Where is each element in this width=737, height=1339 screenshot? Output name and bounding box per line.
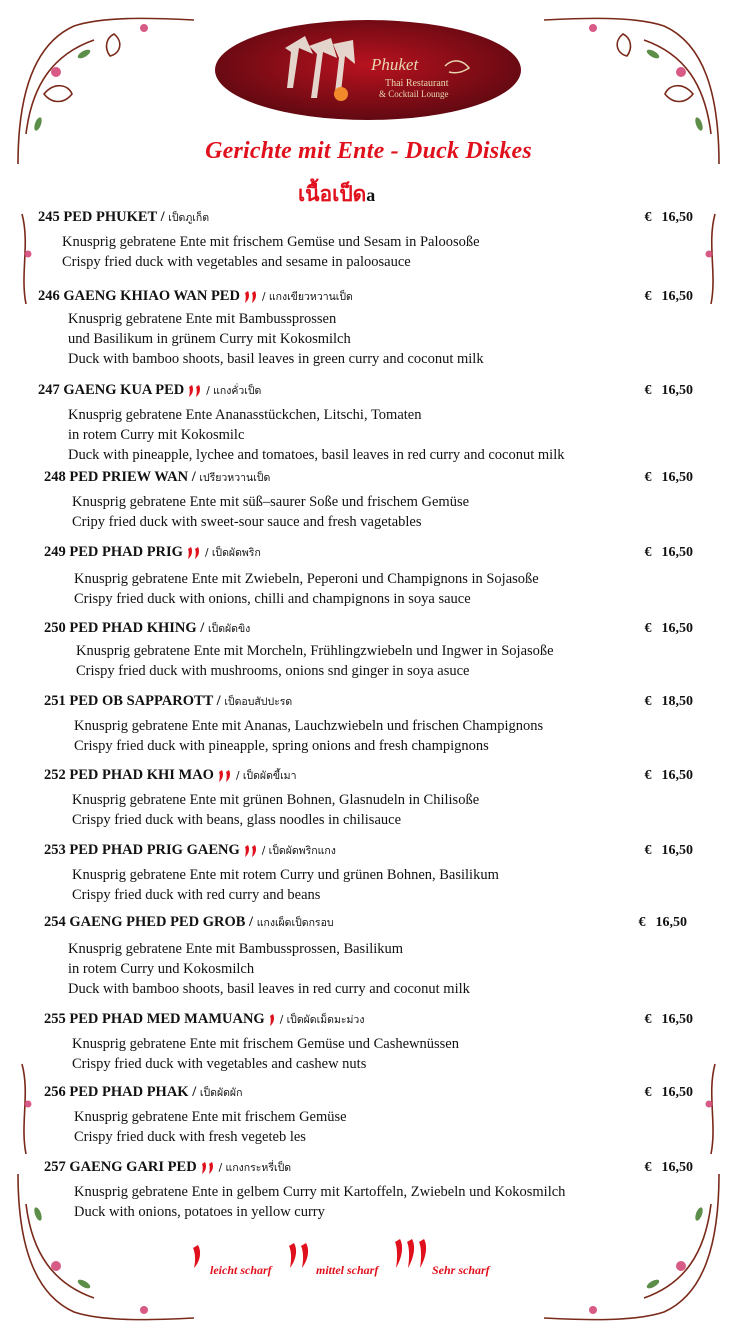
dish-name: 250 PED PHAD KHING / [44,620,205,636]
dish-name: 256 PED PHAD PHAK / [44,1084,197,1100]
dish-title [44,1083,242,1102]
dish-price [645,767,694,785]
dish-name: 249 PED PHAD PRIG [44,544,183,560]
dish-description-line: Crispy fried duck with vegetables and sesame in paloosauce [62,254,411,270]
dish-name: 252 PED PHAD KHI MAO [44,767,214,783]
dish-description-line: Knusprig gebratene Ente mit süß–saurer Soße und frischem Gemüse [72,494,470,510]
dish-thai-name: / แกงคั่วเป็ด [206,385,262,397]
dish-description-line: Duck with bamboo shoots, basil leaves in green curry and coconut milk [68,351,484,367]
dish-price [645,1011,694,1029]
chili-icon [243,844,259,858]
dish-title [38,287,353,306]
dish-description-line: Duck with pineapple, lychee and tomatoes, basil leaves in red curry and coconut milk [68,447,565,463]
thai-heading [298,178,375,211]
dish-description-line: Knusprig gebratene Ente mit rotem Curry und grünen Bohnen, Basilikum [72,867,499,883]
dish-thai-name: แกงเผ็ดเป็ดกรอบ [256,917,334,929]
chili-icon [200,1161,216,1175]
chili-icon [190,1244,204,1270]
dish-thai-name: เป็ดผัดผัก [199,1087,243,1099]
legend-mild-label: leicht scharf [210,1263,272,1277]
dish-price [645,1084,694,1102]
dish-price [645,842,694,860]
dish-title [44,913,334,932]
price-value: 16,50 [661,470,693,485]
dish-name: 246 GAENG KHIAO WAN PED [38,288,240,304]
currency-symbol: € [644,621,652,636]
logo-name: Phuket [371,55,419,74]
dish-thai-name: / เป็ดผัดพริก [204,547,261,559]
dish-name: 253 PED PHAD PRIG GAENG [44,842,240,858]
dish-title [44,692,292,711]
dish-thai-name: / เป็ดผัดเม็ดมะม่วง [279,1014,365,1026]
dish-price [645,288,694,306]
dish-description-line: Duck with onions, potatoes in yellow curry [74,1204,325,1220]
dish-name: 251 PED OB SAPPAROTT / [44,693,221,709]
dish-description-line: Knusprig gebratene Ente mit frischem Gemüse [74,1109,347,1125]
legend-hot [392,1242,522,1282]
dish-price [645,469,694,487]
dish-price [639,914,688,932]
price-value: 16,50 [661,1085,693,1100]
dish-description-line: Crispy fried duck with red curry and beans [72,887,321,903]
dish-description-line: Knusprig gebratene Ente mit Morcheln, Frühlingzwiebeln und Ingwer in Sojasoße [76,643,554,659]
dish-name: 248 PED PRIEW WAN / [44,469,196,485]
price-value: 16,50 [661,383,693,398]
price-value: 18,50 [661,694,693,709]
dish-description-line: Crispy fried duck with pineapple, spring onions and fresh champignons [74,738,489,754]
dish-title [44,619,250,638]
dish-name: 254 GAENG PHED PED GROB / [44,914,254,930]
logo-subtitle-1: Thai Restaurant [385,78,449,89]
dish-description-line: Knusprig gebratene Ente mit frischem Gemüse und Cashewnüssen [72,1036,459,1052]
chili-icon [392,1238,432,1272]
dish-description-line: Knusprig gebratene Ente Ananasstückchen, Litschi, Tomaten [68,407,422,423]
currency-symbol: € [644,383,652,398]
restaurant-logo [213,18,523,122]
legend-medium [286,1242,396,1282]
logo-subtitle-2: & Cocktail Lounge [379,89,449,99]
dish-title [44,1158,291,1177]
dish-description-line: Crispy fried duck with beans, glass noodles in chilisauce [72,812,402,828]
price-value: 16,50 [661,768,693,783]
dish-price [645,382,694,400]
dish-thai-name: เป็ดภูเก็ต [168,212,210,224]
currency-symbol: € [644,470,652,485]
currency-symbol: € [644,1160,652,1175]
legend-mild [190,1242,300,1282]
dish-title [44,766,296,785]
dish-thai-name: / แกงกระหรี่เป็ด [218,1162,292,1174]
dish-price [645,620,694,638]
dish-description-line: und Basilikum in grünem Curry mit Kokosmilch [68,331,351,347]
dish-title [38,208,209,227]
dish-description-line: in rotem Curry mit Kokosmilc [68,427,245,443]
dish-title [44,1010,364,1029]
currency-symbol: € [644,1012,652,1027]
dish-thai-name: เป็ดผัดขิง [207,623,251,635]
dish-description-line: Knusprig gebratene Ente mit grünen Bohnen, Glasnudeln in Chilisoße [72,792,480,808]
price-value: 16,50 [661,1160,693,1175]
dish-description-line: Knusprig gebratene Ente mit Zwiebeln, Peperoni und Champignons in Sojasoße [74,571,539,587]
dish-description-line: Cripy fried duck with sweet-sour sauce and fresh vagetables [72,514,422,530]
chili-icon [286,1242,312,1272]
dish-description-line: in rotem Curry und Kokosmilch [68,961,255,977]
dish-thai-name: เปรียวหวานเป็ด [199,472,271,484]
dish-description-line: Crispy fried duck with onions, chilli and champignons in soya sauce [74,591,471,607]
dish-price [645,1159,694,1177]
currency-symbol: € [644,210,652,225]
dish-name: 255 PED PHAD MED MAMUANG [44,1011,265,1027]
dish-name: 245 PED PHUKET / [38,209,165,225]
currency-symbol: € [644,843,652,858]
dish-thai-name: เป็ดอบสัปปะรด [224,696,293,708]
currency-symbol: € [644,694,652,709]
price-value: 16,50 [661,843,693,858]
price-value: 16,50 [661,289,693,304]
chili-icon [243,290,259,304]
currency-symbol: € [644,768,652,783]
dish-name: 257 GAENG GARI PED [44,1159,197,1175]
dish-price [645,693,694,711]
page-heading: Gerichte mit Ente - Duck Diskes [205,138,532,164]
dish-title [44,543,261,562]
thai-heading-text: เนื้อเป็ด [298,182,367,206]
price-value: 16,50 [655,915,687,930]
currency-symbol: € [644,545,652,560]
price-value: 16,50 [661,210,693,225]
dish-thai-name: / แกงเขียวหวานเป็ด [261,291,353,303]
price-value: 16,50 [661,621,693,636]
currency-symbol: € [638,915,646,930]
dish-thai-name: / เป็ดผัดขี้เมา [235,770,297,782]
dish-title [44,841,336,860]
dish-description-line: Knusprig gebratene Ente mit Bambussprossen [68,311,337,327]
chili-icon [217,769,233,783]
dish-description-line: Knusprig gebratene Ente mit Ananas, Lauchzwiebeln und frischen Champignons [74,718,544,734]
dish-name: 247 GAENG KUA PED [38,382,185,398]
dish-description-line: Crispy fried duck with vegetables and cashew nuts [72,1056,367,1072]
chili-icon [187,384,203,398]
chili-icon [268,1013,277,1027]
currency-symbol: € [644,1085,652,1100]
legend-hot-label: Sehr scharf [432,1263,490,1277]
currency-symbol: € [644,289,652,304]
legend-medium-label: mittel scharf [316,1263,379,1277]
price-value: 16,50 [661,545,693,560]
dish-thai-name: / เป็ดผัดพริกแกง [261,845,336,857]
dish-title [38,381,261,400]
thai-heading-suffix: a [366,185,376,205]
chili-icon [186,546,202,560]
dish-price [645,544,694,562]
dish-title [44,468,270,487]
dish-description-line: Knusprig gebratene Ente mit Bambussprossen, Basilikum [68,941,404,957]
price-value: 16,50 [661,1012,693,1027]
dish-description-line: Crispy fried duck with mushrooms, onions snd ginger in soya asuce [76,663,470,679]
dish-description-line: Crispy fried duck with fresh vegeteb les [74,1129,306,1145]
dish-description-line: Knusprig gebratene Ente in gelbem Curry mit Kartoffeln, Zwiebeln und Kokosmilch [74,1184,566,1200]
dish-price [645,209,694,227]
dish-description-line: Knusprig gebratene Ente mit frischem Gemüse und Sesam in Paloosoße [62,234,480,250]
dish-description-line: Duck with bamboo shoots, basil leaves in red curry and coconut milk [68,981,470,997]
